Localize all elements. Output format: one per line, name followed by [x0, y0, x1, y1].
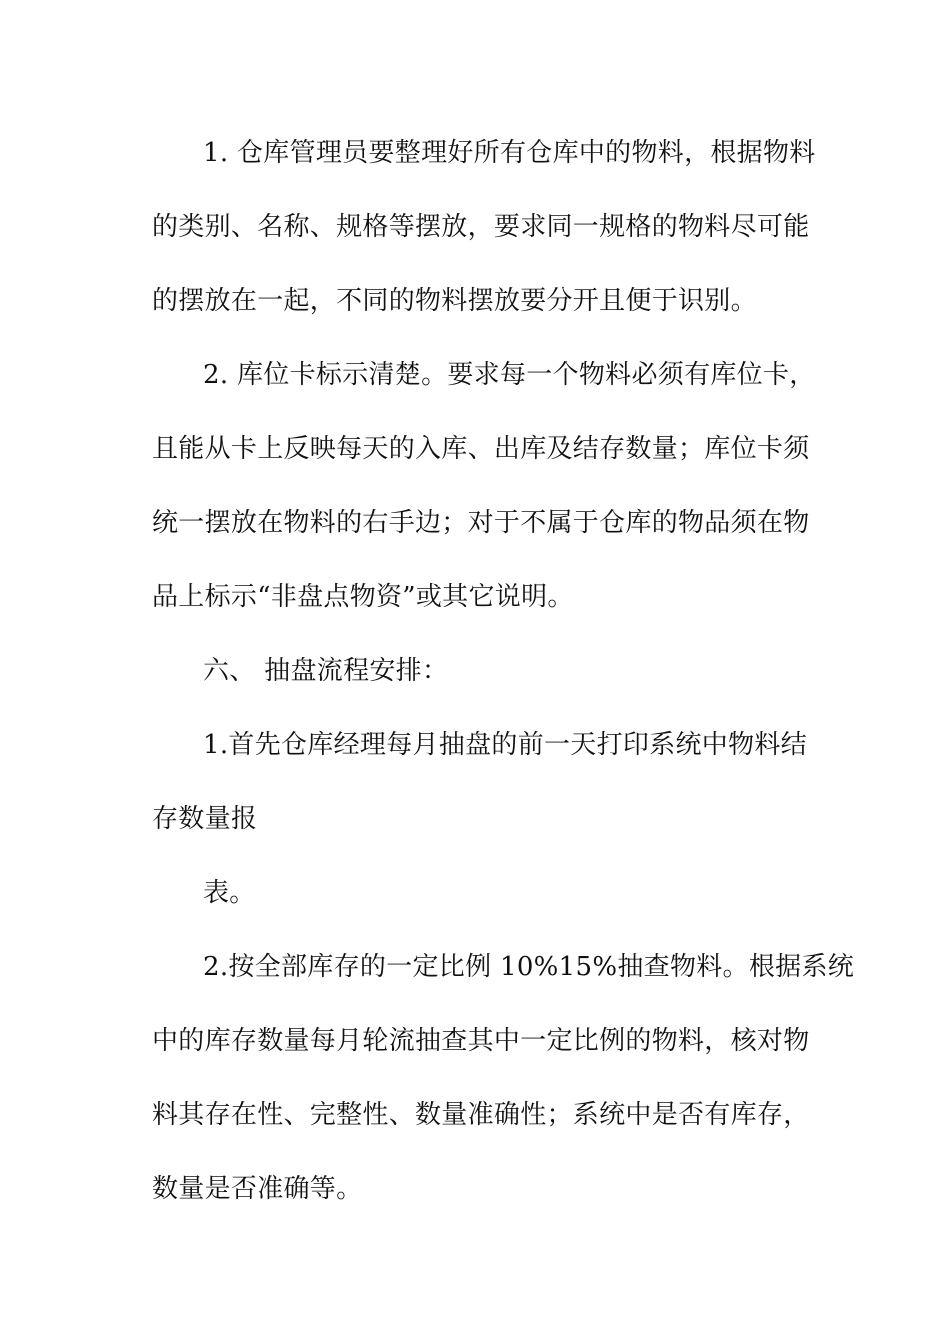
text-line: 数量是否准确等。: [152, 1174, 363, 1204]
text-line: 中的库存数量每月轮流抽查其中一定比例的物料，核对物: [152, 1026, 810, 1056]
text-line: 1. 仓库管理员要整理好所有仓库中的物料，根据物料: [203, 138, 816, 168]
text-line: 统一摆放在物料的右手边；对于不属于仓库的物品须在物: [152, 508, 810, 538]
text-line: 存数量报: [152, 804, 258, 834]
text-line: 且能从卡上反映每天的入库、出库及结存数量；库位卡须: [152, 434, 810, 464]
text-line: 料其存在性、完整性、数量准确性；系统中是否有库存，: [152, 1100, 810, 1130]
text-line: 的摆放在一起，不同的物料摆放要分开且便于识别。: [152, 286, 757, 316]
text-line: 品上标示“非盘点物资”或其它说明。: [152, 582, 574, 612]
section-heading: 六、 抽盘流程安排：: [203, 656, 449, 686]
text-line: 2. 库位卡标示清楚。要求每一个物料必须有库位卡，: [203, 360, 816, 390]
text-line: 的类别、名称、规格等摆放，要求同一规格的物料尽可能: [152, 212, 810, 242]
text-line: 1.首先仓库经理每月抽盘的前一天打印系统中物料结: [203, 730, 808, 760]
text-line: 表。: [203, 878, 256, 908]
text-line: 2.按全部库存的一定比例 10%15%抽查物料。根据系统: [203, 952, 855, 982]
